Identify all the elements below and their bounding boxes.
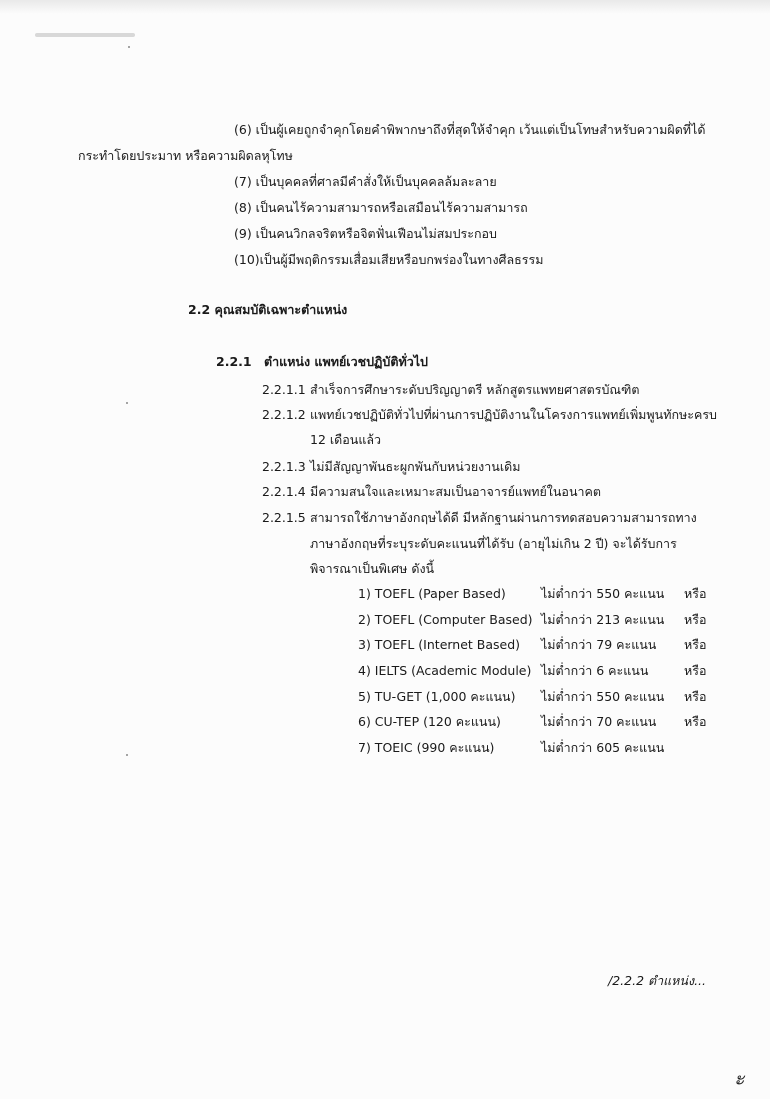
test-or: หรือ bbox=[684, 663, 707, 678]
item-text: ภาษาอังกฤษที่ระบุระดับคะแนนที่ได้รับ (อายุไม่เกิน 2 ปี) จะได้รับการ bbox=[310, 536, 677, 551]
item-text: พิจารณาเป็นพิเศษ ดังนี้ bbox=[310, 561, 435, 576]
test-minimum: ไม่ต่ำกว่า 213 คะแนน bbox=[541, 612, 665, 627]
test-minimum: ไม่ต่ำกว่า 6 คะแนน bbox=[541, 663, 649, 678]
disqualification-item-9: (9) เป็นคนวิกลจริตหรือจิตฟั่นเฟือนไม่สมประกอบ bbox=[234, 226, 497, 241]
disqualification-item-7: (7) เป็นบุคคลที่ศาลมีคำสั่งให้เป็นบุคคลล้มละลาย bbox=[234, 174, 497, 189]
test-or: หรือ bbox=[684, 714, 707, 729]
continuation-note: /2.2.2 ตำแหน่ง... bbox=[608, 973, 706, 988]
item-text: แพทย์เวชปฏิบัติทั่วไปที่ผ่านการปฏิบัติงานในโครงการแพทย์เพิ่มพูนทักษะครบ bbox=[310, 407, 717, 422]
test-or: หรือ bbox=[684, 586, 707, 601]
test-or: หรือ bbox=[684, 637, 707, 652]
test-minimum: ไม่ต่ำกว่า 79 คะแนน bbox=[541, 637, 657, 652]
scan-speck bbox=[126, 402, 128, 404]
test-name: 2) TOEFL (Computer Based) bbox=[358, 612, 533, 627]
scan-speck bbox=[126, 754, 128, 756]
item-number: 2.2.1.2 bbox=[262, 407, 306, 422]
item-number: 2.2.1.1 bbox=[262, 382, 306, 397]
test-name: 4) IELTS (Academic Module) bbox=[358, 663, 532, 678]
test-or: หรือ bbox=[684, 612, 707, 627]
item-number: 2.2.1.4 bbox=[262, 484, 306, 499]
disqualification-item-6-cont: กระทำโดยประมาท หรือความผิดลหุโทษ bbox=[78, 148, 293, 163]
item-number: 2.2.1.5 bbox=[262, 510, 306, 525]
item-number: 2.2.1.3 bbox=[262, 459, 306, 474]
test-name: 7) TOEIC (990 คะแนน) bbox=[358, 740, 495, 755]
test-name: 1) TOEFL (Paper Based) bbox=[358, 586, 506, 601]
test-name: 5) TU-GET (1,000 คะแนน) bbox=[358, 689, 516, 704]
item-text: มีความสนใจและเหมาะสมเป็นอาจารย์แพทย์ในอนาคต bbox=[310, 484, 601, 499]
disqualification-item-6: (6) เป็นผู้เคยถูกจำคุกโดยคำพิพากษาถึงที่สุดให้จำคุก เว้นแต่เป็นโทษสำหรับความผิดที่ได้ bbox=[234, 122, 706, 137]
section-number-2-2-1: 2.2.1 bbox=[216, 354, 252, 369]
test-minimum: ไม่ต่ำกว่า 70 คะแนน bbox=[541, 714, 657, 729]
disqualification-item-10: (10)เป็นผู้มีพฤติกรรมเสื่อมเสียหรือบกพร่องในทางศีลธรรม bbox=[234, 252, 544, 267]
disqualification-item-8: (8) เป็นคนไร้ความสามารถหรือเสมือนไร้ความสามารถ bbox=[234, 200, 528, 215]
section-title-2-2-1: ตำแหน่ง แพทย์เวชปฏิบัติทั่วไป bbox=[264, 354, 428, 369]
page-mark: ะ bbox=[734, 1066, 745, 1090]
item-text: 12 เดือนแล้ว bbox=[310, 432, 382, 447]
test-or: หรือ bbox=[684, 689, 707, 704]
item-text: สำเร็จการศึกษาระดับปริญญาตรี หลักสูตรแพทยศาสตรบัณฑิต bbox=[310, 382, 640, 397]
test-minimum: ไม่ต่ำกว่า 550 คะแนน bbox=[541, 586, 665, 601]
test-name: 3) TOEFL (Internet Based) bbox=[358, 637, 521, 652]
item-text: สามารถใช้ภาษาอังกฤษได้ดี มีหลักฐานผ่านการทดสอบความสามารถทาง bbox=[310, 510, 697, 525]
item-text: ไม่มีสัญญาพันธะผูกพันกับหน่วยงานเดิม bbox=[310, 459, 521, 474]
scan-artifact bbox=[35, 33, 135, 37]
section-heading-2-2: 2.2 คุณสมบัติเฉพาะตำแหน่ง bbox=[188, 302, 348, 317]
test-minimum: ไม่ต่ำกว่า 550 คะแนน bbox=[541, 689, 665, 704]
scan-speck bbox=[128, 46, 130, 48]
test-name: 6) CU-TEP (120 คะแนน) bbox=[358, 714, 501, 729]
scan-shadow bbox=[0, 0, 770, 14]
test-minimum: ไม่ต่ำกว่า 605 คะแนน bbox=[541, 740, 665, 755]
